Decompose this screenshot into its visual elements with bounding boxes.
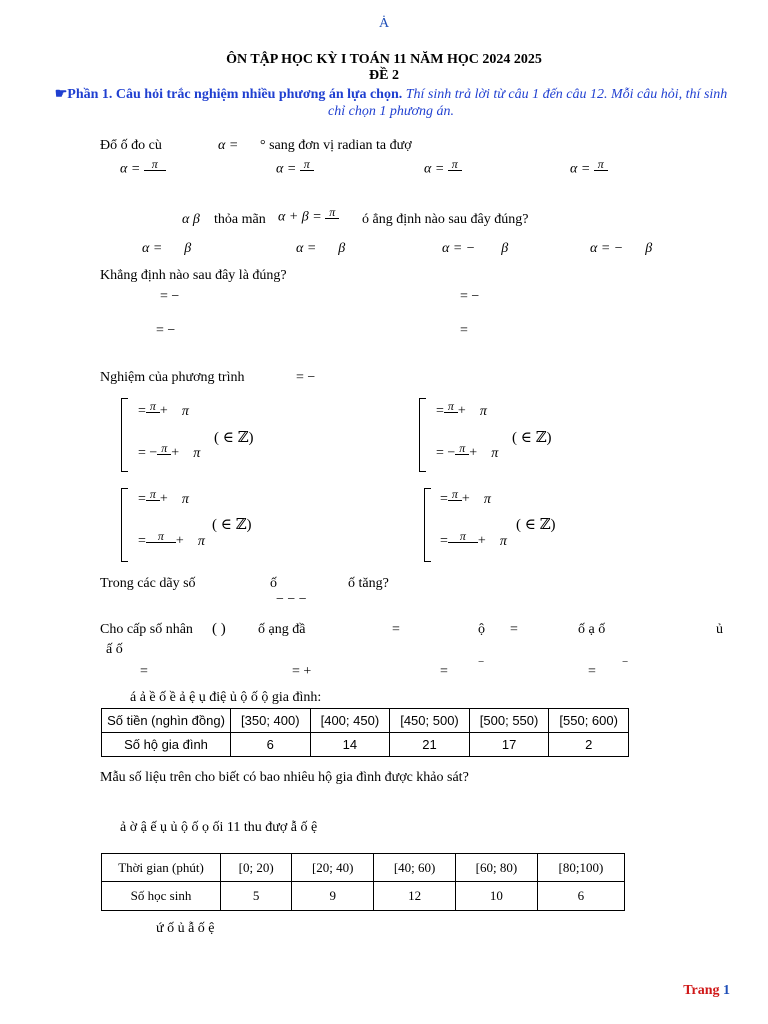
q6-option-c[interactable]: = bbox=[440, 664, 448, 679]
numerator: π bbox=[149, 487, 156, 501]
fraction bbox=[444, 400, 458, 423]
q6-text-b: ố ạng đầ bbox=[258, 622, 306, 637]
denominator bbox=[455, 454, 469, 465]
pi: π bbox=[197, 533, 205, 549]
q4-option-b-line2[interactable] bbox=[436, 442, 498, 465]
table-header-cell: [20; 40) bbox=[292, 854, 374, 882]
q4-option-d-bracket bbox=[424, 488, 431, 562]
numerator: π bbox=[459, 441, 466, 455]
q4-equation: = − bbox=[296, 370, 316, 385]
q2-sum-lhs: α + β = bbox=[278, 209, 322, 225]
q1-option-c-lhs: α = bbox=[424, 161, 445, 177]
q2-variables: α β bbox=[182, 212, 200, 227]
fraction bbox=[455, 442, 469, 465]
pi: π bbox=[499, 533, 507, 549]
q6-line-2: ấ ố bbox=[106, 642, 123, 657]
pi: π bbox=[479, 403, 487, 419]
numerator: π bbox=[149, 399, 156, 413]
q4-option-b-bracket bbox=[419, 398, 426, 472]
q6-option-d-minus: − bbox=[622, 656, 629, 668]
neg-equals: = − bbox=[436, 445, 456, 461]
q4-option-d-line1[interactable] bbox=[440, 488, 491, 511]
numerator: π bbox=[161, 441, 168, 455]
plus: + bbox=[457, 403, 466, 419]
table-row-label: Số hộ gia đình bbox=[102, 733, 231, 757]
table-row bbox=[102, 854, 625, 882]
q6-eq-2: = bbox=[510, 622, 518, 637]
q4-option-c-line2[interactable] bbox=[138, 530, 205, 553]
fraction bbox=[325, 206, 339, 229]
plus: + bbox=[171, 445, 180, 461]
q8-intro: ả ờ ậ ế ụ ủ ộ ố ọ ối 11 thu đượ ẫ ố ệ bbox=[120, 820, 318, 835]
table-header-cell: [450; 500) bbox=[390, 709, 470, 733]
table-header-cell: [400; 450) bbox=[310, 709, 390, 733]
numerator: π bbox=[597, 157, 604, 171]
fraction bbox=[146, 400, 160, 423]
q5-dashes: − − − bbox=[276, 592, 307, 607]
q3-text: Khẳng định nào sau đây là đúng? bbox=[100, 268, 287, 283]
q8-table bbox=[101, 853, 625, 911]
denominator bbox=[448, 170, 462, 181]
page-footer bbox=[683, 983, 730, 999]
q4-option-d-line2[interactable] bbox=[440, 530, 507, 553]
q5-text-a: Trong các dãy số bbox=[100, 576, 196, 591]
numerator: π bbox=[157, 529, 164, 543]
denominator bbox=[300, 170, 314, 181]
table-header-cell: [500; 550) bbox=[469, 709, 549, 733]
q2-option-d[interactable] bbox=[590, 241, 652, 257]
q3-option-b[interactable]: = − bbox=[460, 289, 480, 304]
q4-option-a-line2[interactable] bbox=[138, 442, 200, 465]
q8-after-text: ứ ố ủ ẫ ố ệ bbox=[156, 921, 215, 936]
q2-option-b-beta: β bbox=[338, 241, 346, 256]
q6-seg-2: ộ bbox=[478, 622, 485, 637]
q2-option-a[interactable] bbox=[142, 241, 191, 257]
denominator bbox=[594, 170, 608, 181]
table-cell: 21 bbox=[390, 733, 470, 757]
equals: = bbox=[138, 403, 146, 419]
table-header-cell: Số tiền (nghìn đồng) bbox=[102, 709, 231, 733]
pi: π bbox=[181, 403, 189, 419]
q2-option-b-lhs: α = bbox=[296, 241, 317, 256]
plus: + bbox=[469, 445, 478, 461]
pi: π bbox=[491, 445, 499, 461]
q6-option-c-minus: − bbox=[478, 656, 485, 668]
q5-text-c: ố tăng? bbox=[348, 576, 389, 591]
numerator: π bbox=[459, 529, 466, 543]
q6-text: Cho cấp số nhân bbox=[100, 622, 193, 637]
fraction bbox=[146, 488, 160, 511]
table-cell: 6 bbox=[537, 882, 624, 911]
part-1-instructions bbox=[46, 86, 736, 120]
table-header-cell: [40; 60) bbox=[374, 854, 456, 882]
numerator: π bbox=[447, 399, 454, 413]
table-row bbox=[102, 709, 629, 733]
equals: = bbox=[436, 403, 444, 419]
equals: = bbox=[138, 533, 146, 549]
table-header-cell: [60; 80) bbox=[456, 854, 538, 882]
q2-option-a-lhs: α = bbox=[142, 241, 163, 256]
pi: π bbox=[181, 491, 189, 507]
fraction bbox=[300, 158, 314, 181]
q1-option-c[interactable] bbox=[424, 158, 462, 181]
q4-option-b-line1[interactable] bbox=[436, 400, 487, 423]
table-cell: 6 bbox=[231, 733, 311, 757]
q4-option-a-set: ( ∈ ℤ) bbox=[214, 430, 254, 446]
q2-option-c[interactable] bbox=[442, 241, 508, 257]
table-cell: 12 bbox=[374, 882, 456, 911]
numerator: π bbox=[451, 157, 458, 171]
q1-option-a[interactable] bbox=[120, 158, 166, 181]
fraction bbox=[448, 488, 462, 511]
pi: π bbox=[193, 445, 201, 461]
table-row bbox=[102, 882, 625, 911]
q2-text-b: ó ẳng định nào sau đây đúng? bbox=[362, 212, 529, 227]
fraction bbox=[144, 158, 166, 181]
numerator: π bbox=[451, 487, 458, 501]
q1-text-a: Đổ ố đo cù bbox=[100, 138, 162, 153]
top-mark: Ȧ bbox=[378, 16, 390, 31]
q4-option-c-bracket bbox=[121, 488, 128, 562]
plus: + bbox=[477, 533, 486, 549]
q6-seg-3: ố ạ ố bbox=[578, 622, 606, 637]
plus: + bbox=[159, 491, 168, 507]
table-cell: 5 bbox=[221, 882, 292, 911]
plus: + bbox=[175, 533, 184, 549]
q1-alpha: α = bbox=[218, 138, 239, 153]
exam-code: ĐỀ 2 bbox=[369, 68, 399, 83]
numerator: π bbox=[151, 157, 158, 171]
denominator bbox=[146, 542, 176, 553]
table-cell: 10 bbox=[456, 882, 538, 911]
q1-option-d[interactable] bbox=[570, 158, 608, 181]
q3-option-d[interactable]: = bbox=[460, 323, 468, 338]
equals: = bbox=[138, 491, 146, 507]
part-1-heading: ☛Phần 1. Câu hỏi trắc nghiệm nhiều phương án lựa chọn. bbox=[54, 87, 403, 102]
table-header-cell: [80;100) bbox=[537, 854, 624, 882]
q2-option-b[interactable] bbox=[296, 241, 345, 257]
q3-option-a[interactable]: = − bbox=[160, 289, 180, 304]
footer-label: Trang bbox=[683, 983, 720, 998]
q1-option-b-lhs: α = bbox=[276, 161, 297, 177]
denominator bbox=[144, 170, 166, 181]
table-row-label: Số học sinh bbox=[102, 882, 221, 911]
table-row bbox=[102, 733, 629, 757]
denominator bbox=[146, 500, 160, 511]
denominator bbox=[448, 500, 462, 511]
q3-option-c[interactable]: = − bbox=[156, 323, 176, 338]
numerator: π bbox=[329, 205, 336, 219]
denominator bbox=[448, 542, 478, 553]
q6-eq-1: = bbox=[392, 622, 400, 637]
q4-option-a-line1[interactable] bbox=[138, 400, 189, 423]
q6-option-d[interactable]: = bbox=[588, 664, 596, 679]
table-cell: 14 bbox=[310, 733, 390, 757]
table-cell: 9 bbox=[292, 882, 374, 911]
q2-sum bbox=[278, 206, 339, 229]
q1-option-d-lhs: α = bbox=[570, 161, 591, 177]
denominator bbox=[146, 412, 160, 423]
q7-table bbox=[101, 708, 629, 757]
q7-intro: á ả ề ố ề ả ệ ụ điệ ủ ộ ố ộ gia đình: bbox=[130, 690, 322, 705]
table-header-cell: [550; 600) bbox=[549, 709, 629, 733]
pi: π bbox=[483, 491, 491, 507]
numerator: π bbox=[303, 157, 310, 171]
q5-text-b: ố bbox=[270, 576, 277, 591]
denominator bbox=[157, 454, 171, 465]
q2-option-d-lhs: α = − bbox=[590, 241, 624, 256]
fraction bbox=[448, 158, 462, 181]
table-header-cell: Thời gian (phút) bbox=[102, 854, 221, 882]
q6-sequence: ( ) bbox=[212, 621, 226, 637]
fraction bbox=[448, 530, 478, 553]
fraction bbox=[157, 442, 171, 465]
q4-option-d-set: ( ∈ ℤ) bbox=[516, 517, 556, 533]
q2-option-d-beta: β bbox=[645, 241, 653, 256]
q4-option-c-set: ( ∈ ℤ) bbox=[212, 517, 252, 533]
equals: = bbox=[440, 533, 448, 549]
q6-option-b[interactable]: = + bbox=[292, 664, 312, 679]
page-number: 1 bbox=[723, 983, 730, 998]
q1-text-b: ° sang đơn vị radian ta đượ bbox=[260, 138, 412, 153]
q4-option-c-line1[interactable] bbox=[138, 488, 189, 511]
table-header-cell: [0; 20) bbox=[221, 854, 292, 882]
q4-option-a-bracket bbox=[121, 398, 128, 472]
q1-option-a-lhs: α = bbox=[120, 161, 141, 177]
plus: + bbox=[461, 491, 470, 507]
q6-seg-4: ủ bbox=[716, 622, 723, 637]
q2-text-a: thỏa mãn bbox=[214, 212, 266, 227]
denominator bbox=[325, 218, 339, 229]
neg-equals: = − bbox=[138, 445, 158, 461]
table-cell: 2 bbox=[549, 733, 629, 757]
equals: = bbox=[440, 491, 448, 507]
table-header-cell: [350; 400) bbox=[231, 709, 311, 733]
part-1-note: Thí sinh trả lời từ câu 1 đến câu 12. Mỗi câu hỏi, thí sinh chỉ chọn 1 phương án. bbox=[328, 87, 728, 119]
q4-text: Nghiệm của phương trình bbox=[100, 370, 245, 385]
plus: + bbox=[159, 403, 168, 419]
q4-option-b-set: ( ∈ ℤ) bbox=[512, 430, 552, 446]
denominator bbox=[444, 412, 458, 423]
table-cell: 17 bbox=[469, 733, 549, 757]
q2-option-c-beta: β bbox=[501, 241, 509, 256]
fraction bbox=[146, 530, 176, 553]
page-title: ÔN TẬP HỌC KỲ I TOÁN 11 NĂM HỌC 2024 2025 bbox=[226, 52, 542, 67]
fraction bbox=[594, 158, 608, 181]
q1-option-b[interactable] bbox=[276, 158, 314, 181]
q2-option-a-beta: β bbox=[184, 241, 192, 256]
q7-question: Mẫu số liệu trên cho biết có bao nhiêu hộ gia đình được khảo sát? bbox=[100, 770, 469, 785]
q6-option-a[interactable]: = bbox=[140, 664, 148, 679]
q2-option-c-lhs: α = − bbox=[442, 241, 476, 256]
